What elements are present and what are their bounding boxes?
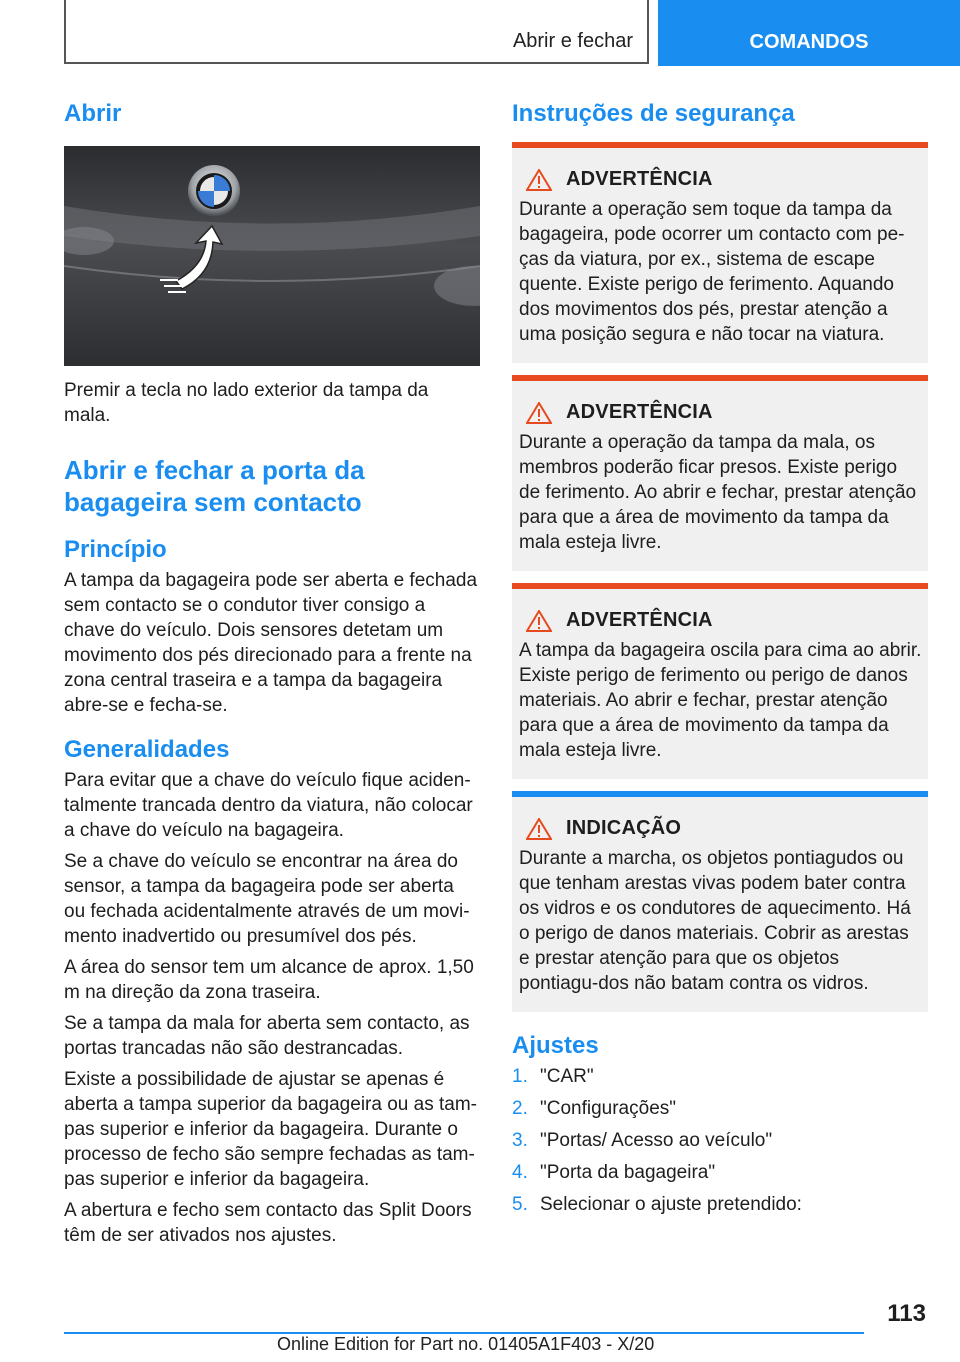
warning-title: ADVERTÊNCIA (566, 609, 713, 631)
right-column (512, 100, 928, 1226)
step-text: "Portas/ Acesso ao veículo" (540, 1130, 773, 1151)
warning-text: Durante a operação sem toque da tampa da bagageira, pode ocorrer um contacto com pe‐ças da viatura, por ex., sistema de escape quente. Existe perigo de ferimento. Aquando dos movimentos dos pés, prestar atenção a uma posição segura e não tocar na viatura. (519, 199, 905, 345)
step-item (512, 1162, 928, 1194)
warning-title: ADVERTÊNCIA (566, 401, 713, 423)
step-number: 4. (512, 1162, 528, 1183)
principio-text: A tampa da bagageira pode ser aberta e fechada sem contacto se o condutor tiver consigo a chave do veículo. Dois sensores detetam um movimento dos pés direcionado para a frente na zona central traseira e a tampa da bagageira abre-se e fecha-se. (64, 570, 478, 716)
heading-safety: Instruções de segurança (512, 100, 795, 127)
step-text: "Configurações" (540, 1098, 677, 1119)
footer-edition: Online Edition for Part no. 01405A1F403 - X/20 (277, 1334, 655, 1354)
step-number: 3. (512, 1130, 528, 1151)
left-column (64, 100, 480, 1248)
note-text: Durante a marcha, os objetos pontiagudos ou que tenham arestas vivas podem bater contra os vidros e os condutores de aquecimento. Há o perigo de danos materiais. Cobrir as arestas e prestar atenção para que os objetos pontiagu‐dos não batam contra os vidros. (519, 848, 911, 994)
warning-box (512, 142, 928, 363)
chapter-tab[interactable]: COMANDOS (658, 0, 960, 66)
step-number: 5. (512, 1194, 528, 1215)
paragraph: A área do sensor tem um alcance de aprox. 1,50 m na direção da zona traseira. (64, 957, 474, 1003)
photo-caption: Premir a tecla no lado exterior da tampa da mala. (64, 380, 429, 426)
heading-ajustes: Ajustes (512, 1032, 599, 1059)
warning-title: ADVERTÊNCIA (566, 168, 713, 190)
warning-triangle-icon (526, 402, 552, 424)
paragraph: Existe a possibilidade de ajustar se apenas é aberta a tampa superior da bagageira ou as tam‐pas superior e inferior da bagageira. Durante o processo de fecho são sempre fechadas as tam‐pas superior e inferior da bagageira. (64, 1069, 477, 1190)
warning-box (512, 583, 928, 779)
paragraph: Se a tampa da mala for aberta sem contacto, as portas trancadas não são destrancadas. (64, 1013, 470, 1059)
warning-triangle-icon (526, 610, 552, 632)
section-title: Abrir e fechar (512, 30, 633, 52)
step-number: 1. (512, 1066, 528, 1087)
note-box (512, 791, 928, 1012)
step-text: Selecionar o ajuste pretendido: (540, 1194, 802, 1215)
heading-principio: Princípio (64, 536, 167, 563)
warning-box (512, 375, 928, 571)
step-item (512, 1098, 928, 1130)
paragraph: Se a chave do veículo se encontrar na área do sensor, a tampa da bagageira pode ser aberta ou fechada acidentalmente através de um movi‐mento inadvertido ou presumível dos pés. (64, 851, 470, 947)
header-box (64, 0, 649, 64)
note-title: INDICAÇÃO (566, 817, 682, 839)
warning-triangle-icon (526, 818, 552, 840)
page-number: 113 (887, 1300, 926, 1327)
trunk-button-photo (64, 146, 480, 366)
step-item (512, 1130, 928, 1162)
step-text: "CAR" (540, 1066, 594, 1087)
warning-triangle-icon (526, 169, 552, 191)
step-item (512, 1066, 928, 1098)
step-number: 2. (512, 1098, 528, 1119)
heading-abrir: Abrir (64, 100, 122, 127)
step-item (512, 1194, 928, 1226)
warning-text: Durante a operação da tampa da mala, os membros poderão ficar presos. Existe perigo de ferimento. Ao abrir e fechar, prestar atenção para que a área de movimento da tampa da mala esteja livre. (519, 432, 917, 553)
heading-generalidades: Generalidades (64, 736, 230, 763)
paragraph: A abertura e fecho sem contacto das Split Doors têm de ser ativados nos ajustes. (64, 1200, 472, 1246)
section-heading (64, 454, 480, 518)
section-heading-line2: bagageira sem contacto (64, 487, 362, 517)
section-heading-line1: Abrir e fechar a porta da (64, 455, 365, 485)
step-text: "Porta da bagageira" (540, 1162, 716, 1183)
settings-steps (512, 1066, 928, 1226)
paragraph: Para evitar que a chave do veículo fique aciden‐talmente trancada dentro da viatura, não colocar a chave do veículo na bagageira. (64, 770, 473, 841)
warning-text: A tampa da bagageira oscila para cima ao abrir. Existe perigo de ferimento ou perigo de danos materiais. Ao abrir e fechar, prestar atenção para que a área de movimento da tampa da mala esteja livre. (519, 640, 922, 761)
